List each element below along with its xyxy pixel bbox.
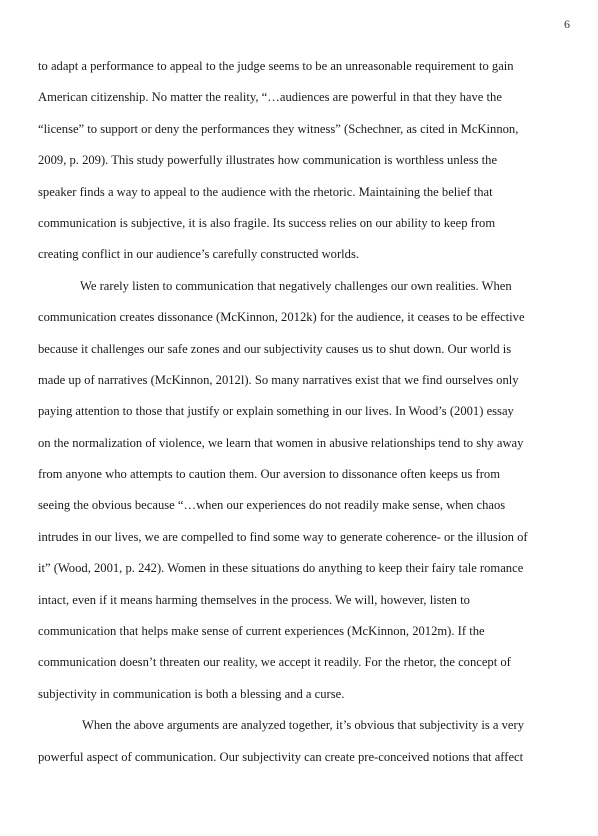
text-line: speaker finds a way to appeal to the audience with the rhetoric. Maintaining the belief that xyxy=(38,184,493,199)
body-text xyxy=(38,55,574,777)
paragraph xyxy=(38,55,574,275)
text-line: it” (Wood, 2001, p. 242). Women in these situations do anything to keep their fairy tale romance xyxy=(38,561,524,576)
text-line: 2009, p. 209). This study powerfully illustrates how communication is worthless unless the xyxy=(38,153,498,168)
text-line: seeing the obvious because “…when our experiences do not readily make sense, when chaos xyxy=(38,498,506,513)
text-line: subjectivity in communication is both a blessing and a curse. xyxy=(38,686,345,701)
text-line: powerful aspect of communication. Our subjectivity can create pre-conceived notions that affect xyxy=(38,749,524,764)
text-line: American citizenship. No matter the reality, “…audiences are powerful in that they have the xyxy=(38,90,502,105)
text-line: intrudes in our lives, we are compelled to find some way to generate coherence- or the illusion of xyxy=(38,529,528,544)
text-line: communication creates dissonance (McKinnon, 2012k) for the audience, it ceases to be effective xyxy=(38,310,525,325)
text-line: “license” to support or deny the performances they witness” (Schechner, as cited in McKinnon, xyxy=(38,121,519,136)
text-line: paying attention to those that justify or explain something in our lives. In Wood’s (2001) essay xyxy=(38,404,514,419)
text-line: to adapt a performance to appeal to the judge seems to be an unreasonable requirement to gain xyxy=(38,59,514,73)
text-line: communication is subjective, it is also fragile. Its success relies on our ability to keep from xyxy=(38,215,496,230)
text-line: When the above arguments are analyzed together, it’s obvious that subjectivity is a very xyxy=(82,718,525,733)
page-number: 6 xyxy=(564,17,570,31)
text-line: We rarely listen to communication that negatively challenges our own realities. When xyxy=(80,278,512,293)
text-line: because it challenges our safe zones and our subjectivity causes us to shut down. Our world is xyxy=(38,341,512,356)
text-line: creating conflict in our audience’s carefully constructed worlds. xyxy=(38,247,360,262)
text-line: intact, even if it means harming themselves in the process. We will, however, listen to xyxy=(38,592,470,607)
text-line: communication that helps make sense of current experiences (McKinnon, 2012m). If the xyxy=(38,624,485,639)
paragraph xyxy=(38,275,574,714)
paragraph xyxy=(38,714,574,777)
text-line: on the normalization of violence, we learn that women in abusive relationships tend to shy away xyxy=(38,435,524,450)
text-line: made up of narratives (McKinnon, 2012l). So many narratives exist that we find ourselves only xyxy=(38,372,519,387)
text-line: from anyone who attempts to caution them. Our aversion to dissonance often keeps us from xyxy=(38,467,501,482)
text-line: communication doesn’t threaten our reality, we accept it readily. For the rhetor, the concept of xyxy=(38,655,511,670)
